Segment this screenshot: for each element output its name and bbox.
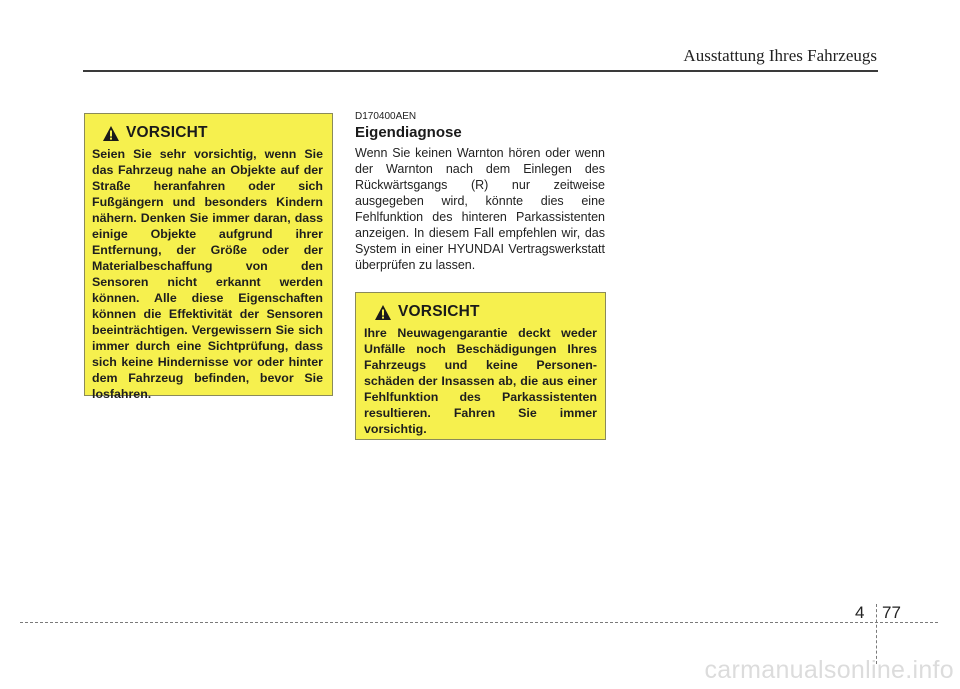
warning-triangle-icon [102, 125, 120, 142]
page-number: 77 [882, 603, 901, 622]
caution-text: Ihre Neuwagengarantie deckt weder Unfälle noch Beschädigungen Ihres Fahrzeugs und keine Personen-schäden der Insassen ab, die aus einer Fehlfunktion des Parkassistenten resultieren. Fahren Sie immer vorsichtig. [364, 326, 597, 436]
watermark: carmanualsonline.info [704, 656, 954, 684]
section-body: Wenn Sie keinen Warnton hören oder wenn der Warnton nach dem Einlegen des Rückwärtsgangs (R) nur zeitweise ausgegeben wird, könnte dies eine Fehlfunktion des hinteren Parkassistenten anzeigen. In diesem Fall empfehlen wir, das System in einer HYUNDAI Vertragswerkstatt überprüfen zu lassen. [355, 146, 605, 272]
section-title: Eigendiagnose [355, 124, 462, 141]
header-rule [83, 70, 878, 72]
caution-title: VORSICHT [126, 124, 208, 141]
caution-box-right [355, 292, 606, 440]
section-code: D170400AEN [355, 111, 417, 122]
page-number-divider [876, 604, 877, 664]
caution-box-left [84, 113, 333, 401]
page-header-title: Ausstattung Ihres Fahrzeugs [683, 46, 877, 65]
caution-title: VORSICHT [398, 303, 480, 320]
caution-heading [374, 303, 597, 321]
footer-rule [20, 622, 938, 623]
caution-text: Seien Sie sehr vorsichtig, wenn Sie das Fahrzeug nahe an Objekte auf der Straße heranfahren oder sich Fußgängern und besonders Kindern nähern. Denken Sie immer daran, dass einige Objekte aufgrund ihrer Entfernung, der Größe oder der Materialbeschaffung von den Sensoren nicht erkannt werden können. Alle diese Eigenschaften können die Effektivität der Sensoren beeinträchtigen. Vergewissern Sie sich immer durch eine Sichtprüfung, dass sich keine Hindernisse vor oder hinter dem Fahrzeug befinden, bevor Sie losfahren. [92, 147, 323, 401]
warning-triangle-icon [374, 304, 392, 321]
caution-heading [102, 124, 323, 142]
chapter-number: 4 [855, 603, 865, 622]
